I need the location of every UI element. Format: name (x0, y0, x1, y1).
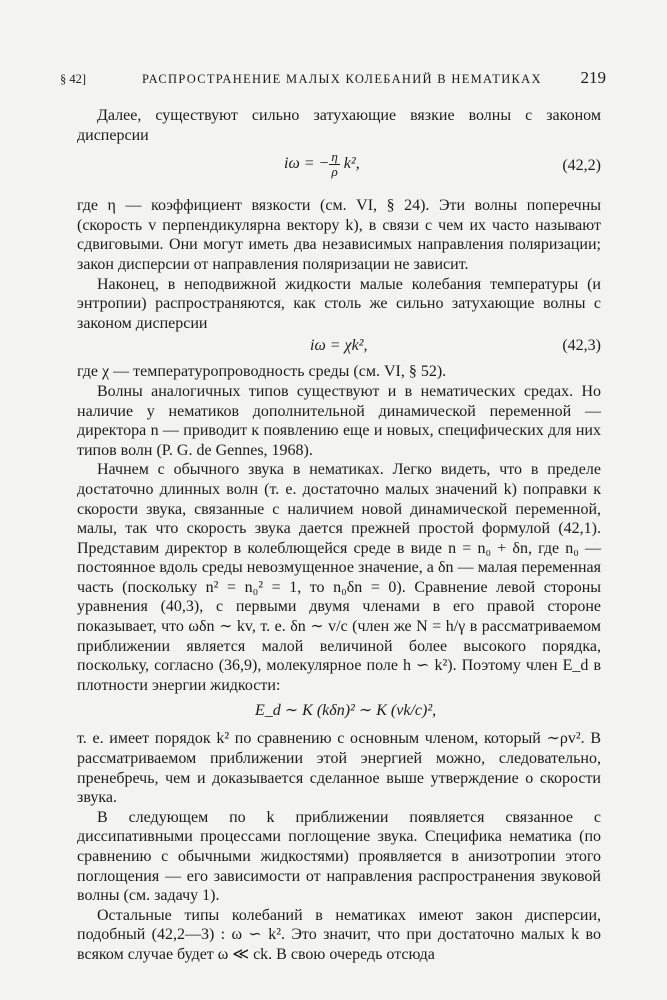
paragraph-1: Далее, существуют сильно затухающие вязкие волны с законом дисперсии (77, 107, 601, 144)
equation-42-2-number: (42,2) (562, 157, 601, 175)
equation-energy-expr: E_d ∼ K (kδn)² ∼ K (vk/c)², (255, 702, 437, 720)
body-text (77, 106, 601, 965)
paragraph-3: Наконец, в неподвижной жидкости малые колебания температуры (и энтропии) распространяются, как столь же сильно затухающие волны с законом дисперсии (77, 275, 601, 332)
paragraph-4: где χ — температуропроводность среды (см. VI, § 52). (77, 363, 447, 381)
paragraph-8: В следующем по k приближении появляется связанное с диссипативными процессами поглощение звука. Специфика нематика (по сравнению с обычными жидкостями) проявляется в анизотропии этого поглощения — его зависимости от направления распространения звуковой волны (см. задачу 1). (77, 808, 601, 905)
equation-42-2-lhs: iω = − (284, 155, 330, 173)
equation-energy (77, 697, 601, 725)
fraction-numerator: η (331, 149, 338, 165)
equation-42-2 (77, 148, 601, 190)
equation-42-3 (77, 334, 601, 360)
section-marker: § 42] (60, 72, 87, 86)
paragraph-6: Начнем с обычного звука в нематиках. Легко видеть, что в пределе достаточно длинных волн (т. е. достаточно малых значений k) поправки к скорости звука, связанные с наличием новой динамической переменной, малы, так что скорость звука дается прежней простой формулой (42,1). Представим директор в колеблющейся среде в виде n = n₀ + δn, где n₀ — постоянное вдоль среды невозмущенное значение, а δn — малая переменная часть (поскольку n² = n₀² = 1, то n₀δn = 0). Сравнение левой стороны уравнения (40,3), с первыми двумя членами в его правой стороне показывает, что ωδn ∼ kv, т. е. δn ∼ v/c (член же N = h/γ в рассматриваемом приближении является малой величиной более высокого порядка, поскольку, согласно (36,9), молекулярное поле h ∽ k²). Поэтому член E_d в плотности энергии жидкости: (77, 461, 601, 694)
running-header (60, 68, 606, 92)
equation-42-2-expr (284, 150, 360, 179)
page-number: 219 (580, 68, 606, 87)
fraction-denominator: ρ (331, 164, 338, 180)
equation-42-2-rhs: k², (343, 155, 360, 173)
paragraph-9: Остальные типы колебаний в нематиках имеют закон дисперсии, подобный (42,2—3) : ω ∽ k². Это значит, что при достаточно малых k во всяком случае будет ω ≪ ck. В свою очередь отсюда (77, 906, 601, 963)
equation-42-3-expr: iω = χk², (310, 337, 368, 355)
paragraph-7: т. е. имеет порядок k² по сравнению с основным членом, который ∼ρv². В рассматриваемом приближении этой энергией можно, следовательно, пренебречь, чем и доказывается сделанное выше утверждение о скорости звука. (77, 730, 601, 807)
equation-42-3-number: (42,3) (562, 337, 601, 355)
paragraph-2: где η — коэффициент вязкости (см. VI, § 24). Эти волны поперечны (скорость v перпендикулярна вектору k), в связи с чем их часто называют сдвиговыми. Они могут иметь два независимых направления поляризации; закон дисперсии от направления поляризации не зависит. (77, 197, 601, 273)
equation-42-2-fraction (329, 150, 339, 179)
running-title: РАСПРОСТРАНЕНИЕ МАЛЫХ КОЛЕБАНИЙ В НЕМАТИКАХ (142, 72, 542, 86)
paragraph-5: Волны аналогичных типов существуют и в нематических средах. Но наличие у нематиков дополнительной динамической переменной — директора n — приводит к появлению еще и новых, специфических для них типов волн (P. G. de Gennes, 1968). (77, 382, 601, 459)
